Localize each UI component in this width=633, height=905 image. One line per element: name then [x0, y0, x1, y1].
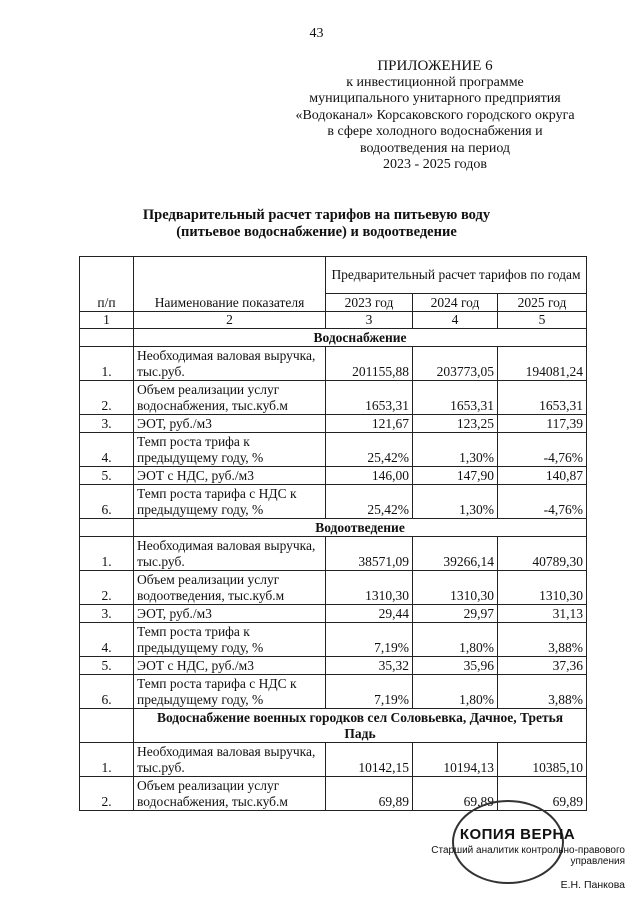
value-2025: -4,76% [498, 433, 587, 467]
value-2025: -4,76% [498, 485, 587, 519]
value-2023: 146,00 [326, 467, 413, 485]
certifier-name: Е.Н. Панкова [560, 879, 625, 891]
header-year: 2025 год [498, 294, 587, 312]
row-number: 6. [80, 675, 134, 709]
appendix-line: к инвестиционной программе [346, 74, 524, 90]
section-title: Водоотведение [134, 519, 587, 537]
value-2024: 29,97 [413, 605, 498, 623]
value-2023: 7,19% [326, 675, 413, 709]
appendix-line: 2023 - 2025 годов [383, 157, 487, 172]
table-row [80, 657, 587, 675]
value-2024: 203773,05 [413, 347, 498, 381]
value-2023: 25,42% [326, 485, 413, 519]
indicator-name: Темп роста тарифа с НДС к предыдущему году, % [134, 485, 326, 519]
value-2023: 1653,31 [326, 381, 413, 415]
table-row [80, 571, 587, 605]
value-2025: 1310,30 [498, 571, 587, 605]
table-row [80, 415, 587, 433]
value-2024: 1653,31 [413, 381, 498, 415]
row-number: 4. [80, 623, 134, 657]
value-2024: 69,89 [413, 777, 498, 811]
row-number: 2. [80, 777, 134, 811]
value-2025: 40789,30 [498, 537, 587, 571]
tariff-table [79, 256, 587, 811]
row-number: 1. [80, 743, 134, 777]
copy-certification [410, 826, 625, 891]
value-2024: 1,80% [413, 675, 498, 709]
document-title [0, 207, 633, 241]
value-2024: 1,30% [413, 433, 498, 467]
value-2025: 3,88% [498, 675, 587, 709]
row-number: 5. [80, 467, 134, 485]
row-number: 1. [80, 537, 134, 571]
appendix-line: водоотведения на период [359, 140, 511, 156]
indicator-name: Объем реализации услуг водоснабжения, тыс.куб.м [134, 777, 326, 811]
value-2023: 29,44 [326, 605, 413, 623]
indicator-name: ЭОТ с НДС, руб./м3 [134, 657, 326, 675]
column-number: 5 [498, 312, 587, 329]
value-2023: 69,89 [326, 777, 413, 811]
header-group: Предварительный расчет тарифов по годам [326, 257, 587, 294]
value-2024: 147,90 [413, 467, 498, 485]
table-header-row [80, 257, 587, 294]
table-row [80, 433, 587, 467]
table-row [80, 537, 587, 571]
indicator-name: ЭОТ, руб./м3 [134, 415, 326, 433]
value-2025: 37,36 [498, 657, 587, 675]
column-numbers-row [80, 312, 587, 329]
value-2023: 38571,09 [326, 537, 413, 571]
header-pp: п/п [80, 257, 134, 312]
value-2023: 7,19% [326, 623, 413, 657]
value-2025: 3,88% [498, 623, 587, 657]
indicator-name: Объем реализации услуг водоснабжения, тыс.куб.м [134, 381, 326, 415]
certifier-position: Старший аналитик контрольно-правового управления [431, 845, 625, 867]
section-title: Водоснабжение [134, 329, 587, 347]
header-year: 2023 год [326, 294, 413, 312]
appendix-line: «Водоканал» Корсаковского городского округа [295, 107, 575, 123]
appendix-header [270, 58, 600, 174]
column-number: 2 [134, 312, 326, 329]
table-row [80, 485, 587, 519]
column-number: 1 [80, 312, 134, 329]
section-row [80, 709, 587, 743]
title-line-1: Предварительный расчет тарифов на питьевую воду [142, 207, 491, 223]
indicator-name: Необходимая валовая выручка, тыс.руб. [134, 347, 326, 381]
section-title: Водоснабжение военных городков сел Соловьевка, Дачное, Третья Падь [134, 709, 587, 743]
indicator-name: Необходимая валовая выручка, тыс.руб. [134, 537, 326, 571]
indicator-name: Объем реализации услуг водоотведения, тыс.куб.м [134, 571, 326, 605]
indicator-name: Необходимая валовая выручка, тыс.руб. [134, 743, 326, 777]
row-number: 3. [80, 415, 134, 433]
row-number: 1. [80, 347, 134, 381]
table-row [80, 605, 587, 623]
table-row [80, 743, 587, 777]
value-2025: 117,39 [498, 415, 587, 433]
value-2025: 69,89 [498, 777, 587, 811]
value-2025: 194081,24 [498, 347, 587, 381]
value-2024: 123,25 [413, 415, 498, 433]
row-number: 6. [80, 485, 134, 519]
title-line-2: (питьевое водоснабжение) и водоотведение [176, 224, 457, 240]
value-2024: 1,80% [413, 623, 498, 657]
value-2025: 1653,31 [498, 381, 587, 415]
value-2025: 140,87 [498, 467, 587, 485]
value-2023: 25,42% [326, 433, 413, 467]
row-number: 2. [80, 571, 134, 605]
column-number: 4 [413, 312, 498, 329]
table-row [80, 347, 587, 381]
indicator-name: Темп роста трифа к предыдущему году, % [134, 623, 326, 657]
appendix-heading: ПРИЛОЖЕНИЕ 6 [377, 58, 493, 74]
table-row [80, 467, 587, 485]
row-number: 2. [80, 381, 134, 415]
row-number: 4. [80, 433, 134, 467]
header-year: 2024 год [413, 294, 498, 312]
indicator-name: Темп роста трифа к предыдущему году, % [134, 433, 326, 467]
page-number: 43 [309, 26, 324, 41]
value-2024: 10194,13 [413, 743, 498, 777]
header-indicator-name: Наименование показателя [134, 257, 326, 312]
appendix-line: муниципального унитарного предприятия [309, 91, 561, 106]
indicator-name: ЭОТ с НДС, руб./м3 [134, 467, 326, 485]
value-2023: 201155,88 [326, 347, 413, 381]
appendix-line: в сфере холодного водоснабжения и [327, 124, 543, 139]
table-row [80, 623, 587, 657]
value-2024: 1,30% [413, 485, 498, 519]
value-2023: 1310,30 [326, 571, 413, 605]
indicator-name: Темп роста тарифа с НДС к предыдущему году, % [134, 675, 326, 709]
table-row [80, 675, 587, 709]
table-row [80, 381, 587, 415]
row-number: 3. [80, 605, 134, 623]
column-number: 3 [326, 312, 413, 329]
value-2024: 39266,14 [413, 537, 498, 571]
copy-true-stamp: КОПИЯ ВЕРНА [459, 826, 576, 843]
value-2023: 10142,15 [326, 743, 413, 777]
value-2025: 10385,10 [498, 743, 587, 777]
section-row [80, 329, 587, 347]
section-row [80, 519, 587, 537]
value-2024: 1310,30 [413, 571, 498, 605]
value-2025: 31,13 [498, 605, 587, 623]
value-2023: 121,67 [326, 415, 413, 433]
indicator-name: ЭОТ, руб./м3 [134, 605, 326, 623]
value-2024: 35,96 [413, 657, 498, 675]
row-number: 5. [80, 657, 134, 675]
value-2023: 35,32 [326, 657, 413, 675]
